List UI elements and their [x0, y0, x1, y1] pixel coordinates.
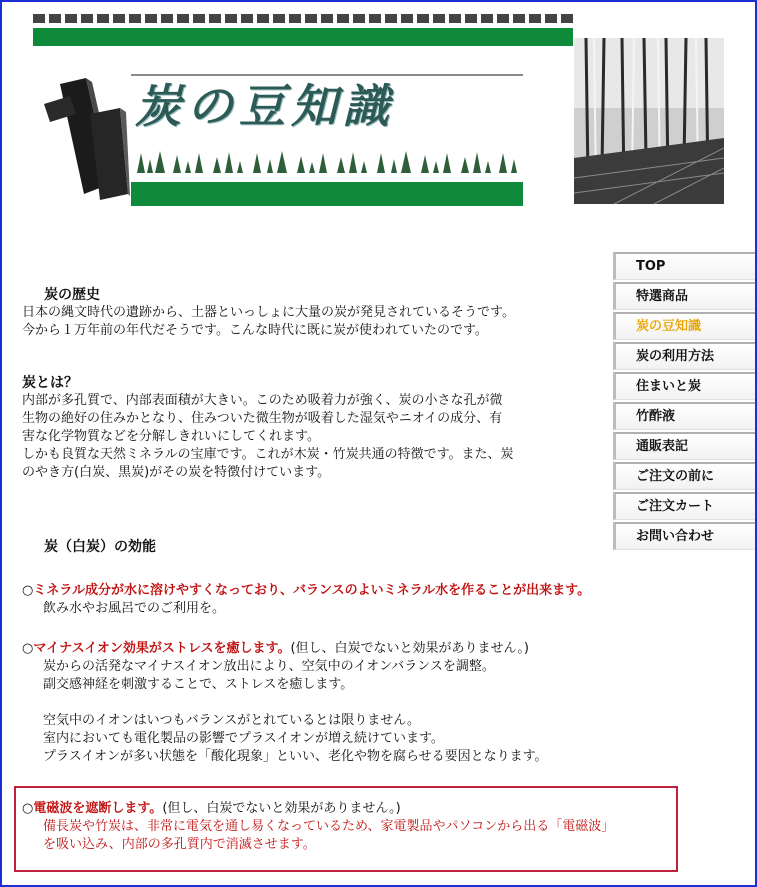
history-section: [22, 286, 612, 340]
effect-ion-line: 炭からの活発なマイナスイオン放出により、空気中のイオンバランスを調整。: [43, 659, 495, 674]
nav-before-order[interactable]: ご注文の前に: [613, 462, 755, 490]
effect-emf-note: (但し、白炭でないと効果がありません。): [162, 801, 401, 816]
side-nav: [613, 252, 755, 552]
nav-bamboo-vinegar[interactable]: 竹酢液: [613, 402, 755, 430]
header-green-bar-top: [33, 28, 573, 46]
effect-ion-line: 副交感神経を刺激することで、ストレスを癒します。: [43, 677, 354, 692]
nav-contact[interactable]: お問い合わせ: [613, 522, 755, 550]
bullet: ○: [22, 641, 34, 656]
charcoal-logo-image: [40, 74, 130, 204]
effect-emf-line: 備長炭や竹炭は、非常に電気を通し易くなっているため、家電製品やパソコンから出る「電磁波」: [43, 819, 615, 834]
effect-ion: [22, 640, 612, 766]
bamboo-forest-photo: [574, 38, 724, 204]
grass-decoration: [133, 147, 521, 175]
nav-home-and-charcoal[interactable]: 住まいと炭: [613, 372, 755, 400]
nav-featured-products[interactable]: 特選商品: [613, 282, 755, 310]
history-line: 日本の縄文時代の遺跡から、土器といっしょに大量の炭が発見されているそうです。: [22, 305, 515, 320]
about-heading: 炭とは？: [22, 375, 78, 391]
nav-top[interactable]: TOP: [613, 252, 755, 280]
nav-charcoal-trivia[interactable]: 炭の豆知識: [613, 312, 755, 340]
effect-ion-line: 空気中のイオンはいつもバランスがとれているとは限りません。: [43, 713, 421, 728]
about-section: [22, 374, 612, 482]
about-line: しかも良質な天然ミネラルの宝庫です。これが木炭・竹炭共通の特徴です。また、炭: [22, 447, 514, 462]
effect-mineral-title: ミネラル成分が水に溶けやすくなっており、バランスのよいミネラル水を作ることが出来ます。: [33, 583, 591, 598]
effect-emf-line: を吸い込み、内部の多孔質内で消滅させます。: [43, 837, 316, 852]
effects-heading: 炭（白炭）の効能: [44, 539, 156, 555]
effect-ion-title: マイナスイオン効果がストレスを癒します。: [33, 641, 291, 656]
effect-mineral: [22, 582, 612, 618]
header-dash-strip: [33, 14, 573, 23]
about-line: のやき方(白炭、黒炭)がその炭を特徴付けています。: [22, 465, 331, 480]
about-line: 内部が多孔質で、内部表面積が大きい。このため吸着力が強く、炭の小さな孔が微: [22, 393, 503, 408]
bullet: ○: [22, 801, 34, 816]
page-title: 炭の豆知識: [135, 79, 395, 133]
history-line: 今から１万年前の年代だそうです。こんな時代に既に炭が使われていたのです。: [22, 323, 488, 338]
header-divider-line: [131, 74, 523, 76]
nav-legal-notice[interactable]: 通販表記: [613, 432, 755, 460]
about-line: 害な化学物質などを分解しきれいにしてくれます。: [22, 429, 320, 444]
header-green-bar-bottom: [131, 182, 523, 206]
effect-ion-note: (但し、白炭でないと効果がありません。): [290, 641, 529, 656]
effect-mineral-line: 飲み水やお風呂でのご利用を。: [43, 601, 226, 616]
about-line: 生物の絶好の住みかとなり、住みついた微生物が吸着した湿気やニオイの成分、有: [22, 411, 503, 426]
effect-emf-title: 電磁波を遮断します。: [33, 801, 163, 816]
nav-order-cart[interactable]: ご注文カート: [613, 492, 755, 520]
bullet: ○: [22, 583, 34, 598]
effect-emf: [22, 800, 615, 854]
effect-ion-line: プラスイオンが多い状態を「酸化現象」といい、老化や物を腐らせる要因となります。: [43, 749, 548, 764]
effect-ion-line: 室内においても電化製品の影響でプラスイオンが増え続けています。: [43, 731, 444, 746]
nav-charcoal-usage[interactable]: 炭の利用方法: [613, 342, 755, 370]
history-heading: 炭の歴史: [44, 287, 100, 303]
